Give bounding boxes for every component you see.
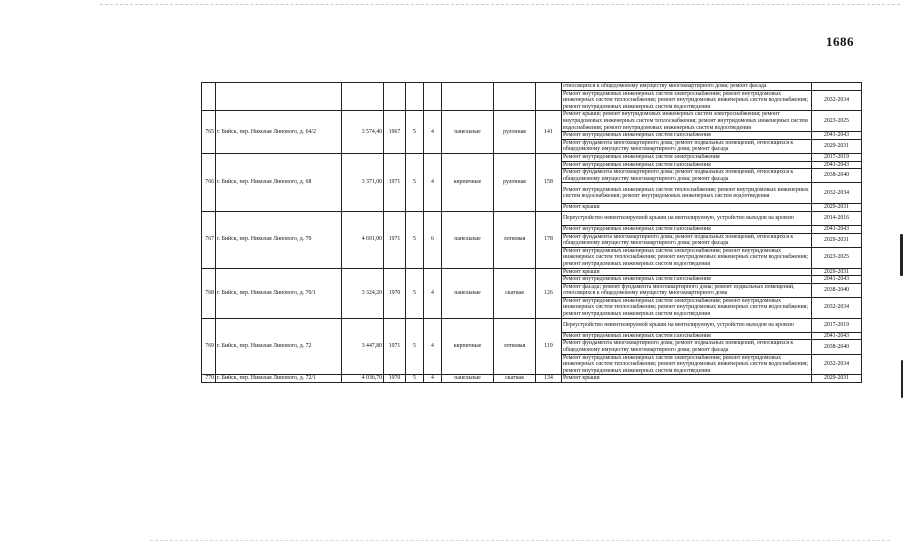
period-cell: 2038-2040: [812, 340, 862, 354]
period-cell: 2041-2043: [812, 161, 862, 169]
page-bottom-edge: [150, 540, 890, 541]
table-row: [202, 211, 862, 225]
table-row: [202, 318, 862, 332]
apartments-cell: 158: [536, 153, 562, 211]
floors-cell: 5: [406, 153, 424, 211]
address-cell: г. Бийск, пер. Николая Липового, д. 70: [216, 211, 342, 268]
page-number: 1686: [826, 34, 854, 49]
period-cell: 2041-2043: [812, 332, 862, 340]
walls-material-cell: панельные: [442, 375, 494, 383]
walls-material-cell: панельные: [442, 111, 494, 154]
period-cell: 2038-2040: [812, 169, 862, 183]
walls-material-cell: кирпичные: [442, 153, 494, 211]
area-cell: 4 691,00: [342, 211, 384, 268]
floors-cell: 5: [406, 211, 424, 268]
entrances-cell: 4: [424, 268, 442, 318]
work-type-cell: Ремонт крыши: [562, 375, 812, 383]
table-row: [202, 153, 862, 161]
roof-type-cell: рулонная: [494, 111, 536, 154]
year-cell: 1970: [384, 375, 406, 383]
floors-cell: [406, 83, 424, 111]
period-cell: [812, 83, 862, 91]
address-cell: г. Бийск, пер. Николая Липового, д. 68: [216, 153, 342, 211]
entrances-cell: 4: [424, 111, 442, 154]
apartments-cell: 178: [536, 211, 562, 268]
floors-cell: 5: [406, 318, 424, 375]
roof-type-cell: лотковая: [494, 318, 536, 375]
page-top-edge: [100, 4, 900, 5]
year-cell: 1971: [384, 211, 406, 268]
work-type-cell: Ремонт фундамента многоквартирного дома; ремонт подвальных помещений, относящихся к общедомовому имуществу многоквартирного дома; ремонт фасада: [562, 340, 812, 354]
work-type-cell: Ремонт крыши; ремонт внутридомовых инженерных систем электроснабжения; ремонт внутридомовых инженерных систем теплоснабжения; ремонт внутридомовых инженерных систем водоснабжения; ремонт внутридомовых инженерных систем водоотведения: [562, 111, 812, 132]
work-type-cell: Ремонт внутридомовых инженерных систем электроснабжения; ремонт внутридомовых инженерных систем теплоснабжения; ремонт внутридомовых инженерных систем водоснабжения; ремонт внутридомовых инженерных систем водоотведения: [562, 297, 812, 318]
apartments-cell: 126: [536, 268, 562, 318]
address-cell: г. Бийск, пер. Николая Липового, д. 72: [216, 318, 342, 375]
period-cell: 2038-2040: [812, 283, 862, 297]
walls-material-cell: панельные: [442, 211, 494, 268]
roof-type-cell: лотковая: [494, 211, 536, 268]
entrances-cell: 4: [424, 375, 442, 383]
scan-edge-mark: [900, 234, 903, 276]
scan-edge-mark: [901, 360, 903, 398]
roof-type-cell: скатная: [494, 268, 536, 318]
entrances-cell: 4: [424, 153, 442, 211]
row-number-cell: 768: [202, 268, 216, 318]
period-cell: 2017-2019: [812, 318, 862, 332]
period-cell: 2041-2043: [812, 225, 862, 233]
period-cell: 2029-2031: [812, 268, 862, 276]
apartments-cell: 141: [536, 111, 562, 154]
walls-material-cell: панельные: [442, 268, 494, 318]
year-cell: [384, 83, 406, 111]
year-cell: 1967: [384, 111, 406, 154]
roof-type-cell: скатная: [494, 375, 536, 383]
period-cell: 2029-2031: [812, 233, 862, 247]
period-cell: 2032-2034: [812, 183, 862, 204]
work-type-cell: Ремонт крыши: [562, 268, 812, 276]
area-cell: 4 036,70: [342, 375, 384, 383]
entrances-cell: 6: [424, 211, 442, 268]
number-cell: [202, 83, 216, 111]
period-cell: 2017-2019: [812, 153, 862, 161]
period-cell: 2014-2016: [812, 211, 862, 225]
work-type-cell: Ремонт крыши: [562, 204, 812, 212]
walls-cell: [442, 83, 494, 111]
walls-material-cell: кирпичные: [442, 318, 494, 375]
row-number-cell: 769: [202, 318, 216, 375]
roof-cell: [494, 83, 536, 111]
work-type-cell: Ремонт внутридомовых инженерных систем электроснабжения; ремонт внутридомовых инженерных систем теплоснабжения; ремонт внутридомовых инженерных систем водоснабжения; ремонт внутридомовых инженерных систем водоотведения: [562, 247, 812, 268]
period-cell: 2023-2025: [812, 247, 862, 268]
row-number-cell: 770: [202, 375, 216, 383]
row-number-cell: 767: [202, 211, 216, 268]
period-cell: 2029-2031: [812, 375, 862, 383]
address-cell: г. Бийск, пер. Николая Липового, д. 64/2: [216, 111, 342, 154]
roof-type-cell: рулонная: [494, 153, 536, 211]
work-type-cell: Ремонт внутридомовых инженерных систем газоснабжения: [562, 132, 812, 140]
address-cell: г. Бийск, пер. Николая Липового, д. 70/1: [216, 268, 342, 318]
work-type-cell: Ремонт внутридомовых инженерных систем газоснабжения: [562, 276, 812, 284]
work-type-cell: Ремонт фундамента многоквартирного дома; ремонт подвальных помещений, относящихся к общедомовому имуществу многоквартирного дома; ремонт фасада: [562, 139, 812, 153]
area-cell: [342, 83, 384, 111]
work-type-cell: относящихся к общедомовому имуществу многоквартирного дома; ремонт фасада: [562, 83, 812, 91]
period-cell: 2041-2043: [812, 276, 862, 284]
period-cell: 2023-2025: [812, 111, 862, 132]
apartments-cell: 134: [536, 375, 562, 383]
apartments-cell: 119: [536, 318, 562, 375]
work-type-cell: Ремонт фундамента многоквартирного дома; ремонт подвальных помещений, относящихся к общедомовому имуществу многоквартирного дома; ремонт фасада: [562, 233, 812, 247]
work-type-cell: Ремонт фасада; ремонт фундамента многоквартирного дома; ремонт подвальных помещений, относящихся к общедомовому имуществу многоквартирного дома: [562, 283, 812, 297]
table-row: [202, 83, 862, 91]
work-type-cell: Ремонт внутридомовых инженерных систем электроснабжения; ремонт внутридомовых инженерных систем теплоснабжения; ремонт внутридомовых инженерных систем водоснабжения; ремонт внутридомовых инженерных систем водоотведения: [562, 354, 812, 375]
work-type-cell: Переустройство невентилируемой крыши на вентилируемую, устройство выходов на кровлю: [562, 211, 812, 225]
floors-cell: 5: [406, 268, 424, 318]
year-cell: 1971: [384, 318, 406, 375]
period-cell: 2032-2034: [812, 90, 862, 111]
period-cell: 2041-2043: [812, 132, 862, 140]
table-row: [202, 375, 862, 383]
area-cell: 3 324,20: [342, 268, 384, 318]
apartments-cell: [536, 83, 562, 111]
period-cell: 2032-2034: [812, 297, 862, 318]
work-type-cell: Ремонт внутридомовых инженерных систем газоснабжения: [562, 225, 812, 233]
work-type-cell: Ремонт внутридомовых инженерных систем теплоснабжения; ремонт внутридомовых инженерных систем водоснабжения; ремонт внутридомовых инженерных систем водоотведения: [562, 183, 812, 204]
table-body: [202, 83, 862, 383]
area-cell: 3 574,40: [342, 111, 384, 154]
work-type-cell: Ремонт фундамента многоквартирного дома; ремонт подвальных помещений, относящихся к общедомовому имуществу многоквартирного дома; ремонт фасада: [562, 169, 812, 183]
work-type-cell: Ремонт внутридомовых инженерных систем газоснабжения: [562, 332, 812, 340]
entrances-cell: [424, 83, 442, 111]
table-row: [202, 111, 862, 132]
address-cell: [216, 83, 342, 111]
entrances-cell: 4: [424, 318, 442, 375]
work-type-cell: Ремонт внутридомовых инженерных систем газоснабжения: [562, 161, 812, 169]
floors-cell: 5: [406, 111, 424, 154]
repair-schedule-table: [201, 82, 862, 383]
work-type-cell: Ремонт внутридомовых инженерных систем электроснабжения: [562, 153, 812, 161]
row-number-cell: 766: [202, 153, 216, 211]
address-cell: г. Бийск, пер. Николая Липового, д. 72/1: [216, 375, 342, 383]
year-cell: 1971: [384, 153, 406, 211]
area-cell: 3 447,80: [342, 318, 384, 375]
period-cell: 2032-2034: [812, 354, 862, 375]
row-number-cell: 765: [202, 111, 216, 154]
area-cell: 3 371,00: [342, 153, 384, 211]
table-row: [202, 268, 862, 276]
floors-cell: 5: [406, 375, 424, 383]
work-type-cell: Ремонт внутридомовых инженерных систем электроснабжения; ремонт внутридомовых инженерных систем теплоснабжения; ремонт внутридомовых инженерных систем водоснабжения; ремонт внутридомовых инженерных систем водоотведения: [562, 90, 812, 111]
year-cell: 1970: [384, 268, 406, 318]
work-type-cell: Переустройство невентилируемой крыши на вентилируемую, устройство выходов на кровлю: [562, 318, 812, 332]
period-cell: 2029-2031: [812, 139, 862, 153]
period-cell: 2029-2031: [812, 204, 862, 212]
